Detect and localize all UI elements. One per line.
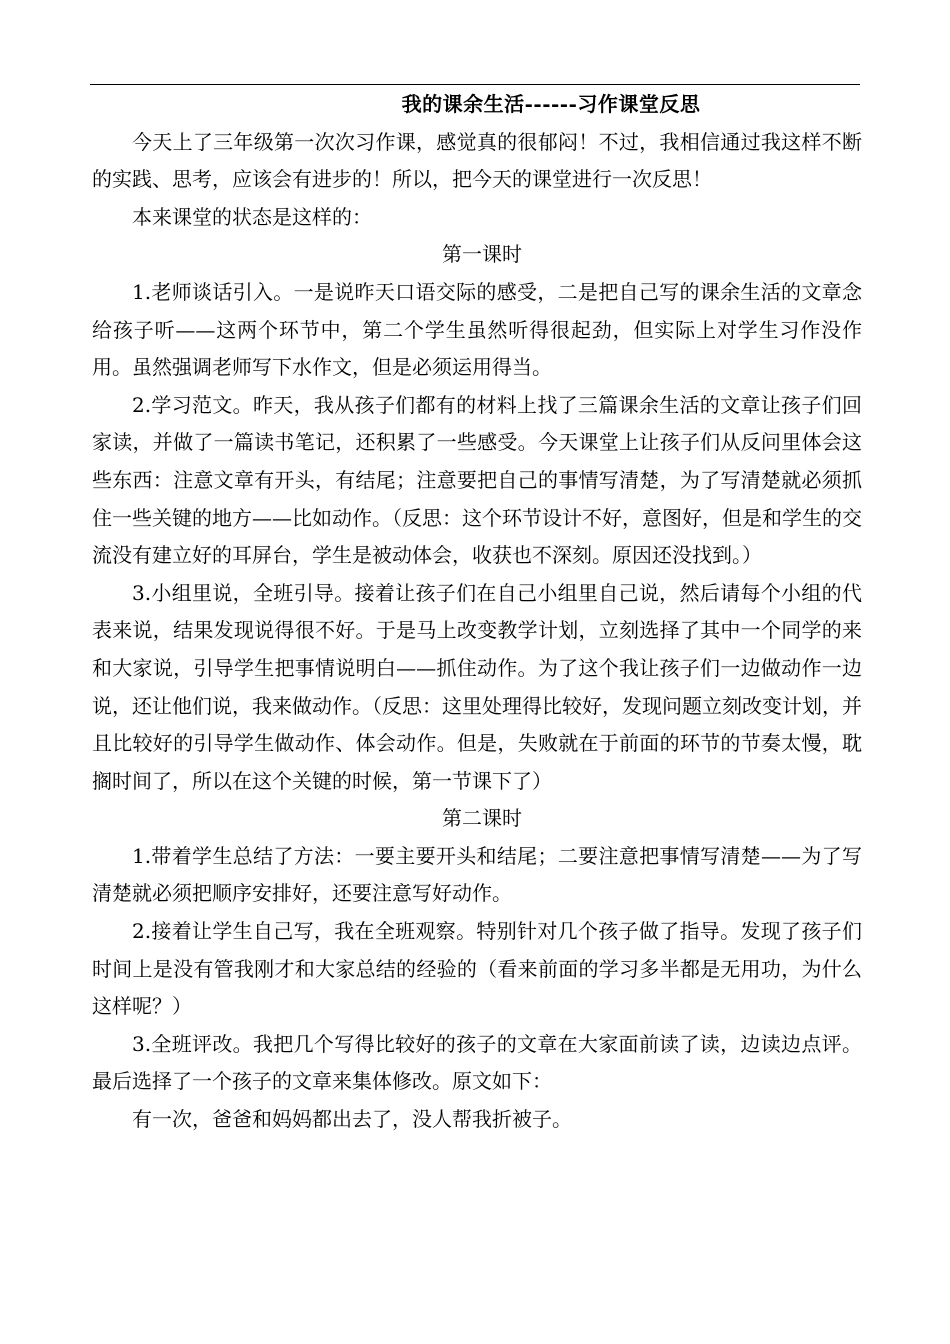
- document-body: [92, 86, 862, 1139]
- intro-paragraph: 今天上了三年级第一次次习作课，感觉真的很郁闷！不过，我相信通过我这样不断的实践、思考，应该会有进步的！所以，把今天的课堂进行一次反思！: [92, 129, 862, 192]
- document-title: 我的课余生活------习作课堂反思: [401, 92, 701, 116]
- intro-paragraph: 本来课堂的状态是这样的：: [132, 204, 372, 229]
- lesson-2-paragraph: 1.带着学生总结了方法：一要主要开头和结尾；二要注意把事情写清楚——为了写清楚就必须把顺序安排好，还要注意写好动作。: [92, 843, 862, 906]
- lesson-1-paragraph: 2.学习范文。昨天，我从孩子们都有的材料上找了三篇课余生活的文章让孩子们回家读，并做了一篇读书笔记，还积累了一些感受。今天课堂上让孩子们从反问里体会这些东西：注意文章有开头，有结尾；注意要把自己的事情写清楚，为了写清楚就必须抓住一些关键的地方——比如动作。（反思：这个环节设计不好，意图好，但是和学生的交流没有建立好的耳屏台，学生是被动体会，收获也不深刻。原因还没找到。）: [92, 392, 862, 568]
- lesson-1-paragraph: 3.小组里说，全班引导。接着让孩子们在自己小组里自己说，然后请每个小组的代表来说，结果发现说得很不好。于是马上改变教学计划，立刻选择了其中一个同学的来和大家说，引导学生把事情说明白——抓住动作。为了这个我让孩子们一边做动作一边说，还让他们说，我来做动作。（反思：这里处理得比较好，发现问题立刻改变计划，并且比较好的引导学生做动作、体会动作。但是，失败就在于前面的环节的节奏太慢，耽搁时间了，所以在这个关键的时候，第一节课下了）: [92, 580, 862, 793]
- lesson-2-paragraph: 3.全班评改。我把几个写得比较好的孩子的文章在大家面前读了读，边读边点评。最后选择了一个孩子的文章来集体修改。原文如下：: [92, 1031, 862, 1094]
- section-heading-lesson-1: 第一课时: [442, 242, 522, 267]
- lesson-2-paragraph: 有一次，爸爸和妈妈都出去了，没人帮我折被子。: [132, 1107, 572, 1132]
- section-heading-lesson-2: 第二课时: [442, 806, 522, 831]
- header-rule: [90, 84, 860, 85]
- lesson-1-paragraph: 1.老师谈话引入。一是说昨天口语交际的感受，二是把自己写的课余生活的文章念给孩子听——这两个环节中，第二个学生虽然听得很起劲，但实际上对学生习作没作用。虽然强调老师写下水作文，但是必须运用得当。: [92, 279, 862, 380]
- lesson-2-paragraph: 2.接着让学生自己写，我在全班观察。特别针对几个孩子做了指导。发现了孩子们时间上是没有管我刚才和大家总结的经验的（看来前面的学习多半都是无用功，为什么这样呢？）: [92, 919, 862, 1019]
